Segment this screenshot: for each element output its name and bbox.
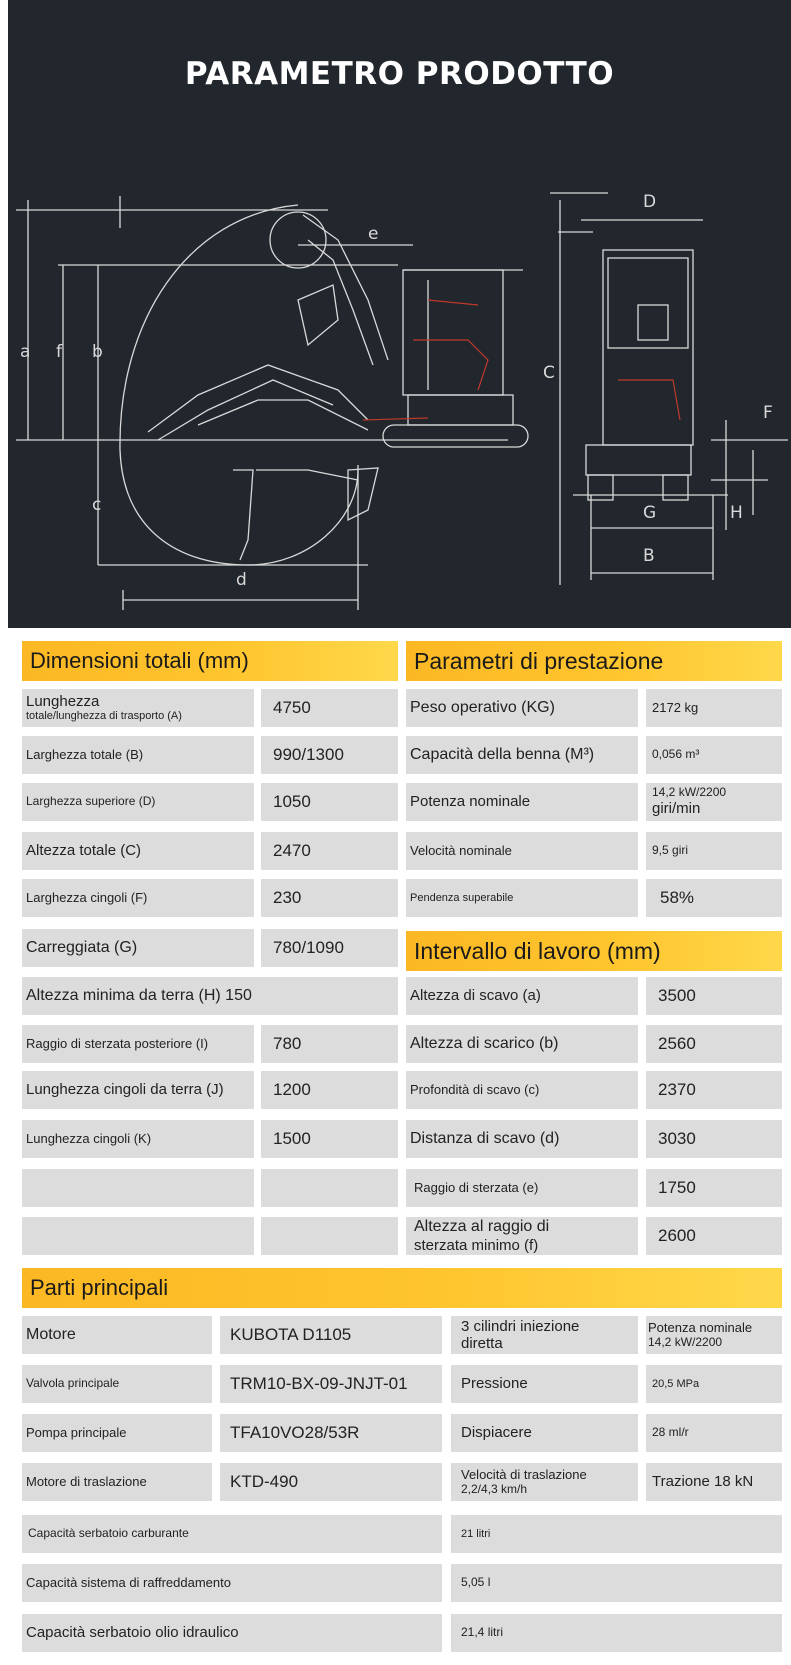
dim-label: Larghezza totale (B) (22, 736, 254, 774)
perf-label: Capacità della benna (M³) (406, 736, 638, 774)
work-value: 2600 (646, 1217, 782, 1255)
diagram-label-b: b (92, 342, 103, 362)
diagram-label-e: e (368, 224, 379, 244)
dim-value: 1050 (261, 783, 398, 821)
part-spec (451, 1316, 638, 1354)
perf-value: 2172 kg (646, 689, 782, 727)
perf-value: 0,056 m³ (646, 736, 782, 774)
dim-value: 1500 (261, 1120, 398, 1158)
tank-label: Capacità serbatoio olio idraulico (22, 1614, 442, 1652)
part-spec-line1: 3 cilindri iniezione (461, 1317, 580, 1335)
dim-label: Altezza totale (C) (22, 832, 254, 870)
work-value: 2560 (646, 1025, 782, 1063)
dim-value: 780 (261, 1025, 398, 1063)
dim-value: 230 (261, 879, 398, 917)
perf-value: 58% (646, 879, 782, 917)
part-extra-line2: 14,2 kW/2200 (648, 1334, 723, 1349)
dim-label: Raggio di sterzata posteriore (I) (22, 1025, 254, 1063)
diagram-label-G: G (643, 503, 657, 523)
diagram-label-a: a (20, 342, 31, 362)
perf-label: Potenza nominale (406, 783, 638, 821)
empty-cell (261, 1169, 398, 1207)
dim-value: 1200 (261, 1071, 398, 1109)
perf-value: 9,5 giri (646, 832, 782, 870)
diagram-label-C: C (543, 363, 555, 383)
part-model: TRM10-BX-09-JNJT-01 (220, 1365, 442, 1403)
part-spec (451, 1463, 638, 1501)
work-value: 3500 (646, 977, 782, 1015)
tank-label: Capacità sistema di raffreddamento (22, 1564, 442, 1602)
dim-value: 4750 (261, 689, 398, 727)
dim-value: 780/1090 (261, 929, 398, 967)
tank-value: 21,4 litri (451, 1614, 782, 1652)
dim-label: Lunghezza cingoli (K) (22, 1120, 254, 1158)
part-model: KUBOTA D1105 (220, 1316, 442, 1354)
page-title: PARAMETRO PRODOTTO (184, 56, 615, 92)
part-name: Pompa principale (22, 1414, 212, 1452)
work-label-line1: Altezza al raggio di (414, 1218, 550, 1236)
part-model: KTD-490 (220, 1463, 442, 1501)
dim-label (22, 689, 254, 727)
dim-label: Carreggiata (G) (22, 929, 254, 967)
part-spec-line2: 2,2/4,3 km/h (461, 1481, 528, 1496)
diagram-label-D: D (643, 192, 657, 212)
part-extra: 28 ml/r (646, 1414, 782, 1452)
work-value: 3030 (646, 1120, 782, 1158)
tank-label: Capacità serbatoio carburante (22, 1515, 442, 1553)
diagram-label-d: d (236, 570, 247, 590)
work-value: 2370 (646, 1071, 782, 1109)
empty-cell (22, 1169, 254, 1207)
excavator-dimension-diagram (8, 0, 791, 628)
part-extra-line1: Potenza nominale (648, 1319, 753, 1335)
part-spec: Pressione (451, 1365, 638, 1403)
tank-value: 21 litri (451, 1515, 782, 1553)
tank-value: 5,05 l (451, 1564, 782, 1602)
dim-label-line1: Lunghezza (26, 693, 100, 711)
perf-label: Peso operativo (KG) (406, 689, 638, 727)
empty-cell (261, 1217, 398, 1255)
section-header-dimensions: Dimensioni totali (mm) (22, 641, 398, 681)
dim-value: 2470 (261, 832, 398, 870)
part-name: Motore (22, 1316, 212, 1354)
part-extra: Trazione 18 kN (646, 1463, 782, 1501)
part-extra: 20,5 MPa (646, 1365, 782, 1403)
part-spec-line2: diretta (461, 1335, 503, 1352)
section-header-parts: Parti principali (22, 1268, 782, 1308)
work-label (406, 1217, 638, 1255)
perf-label: Velocità nominale (406, 832, 638, 870)
dim-row-ground-clearance (22, 977, 398, 1015)
dim-label-line2: totale/lunghezza di trasporto (A) (26, 710, 182, 723)
diagram-label-F: F (763, 403, 773, 423)
section-header-performance: Parametri di prestazione (406, 641, 782, 681)
empty-cell (22, 1217, 254, 1255)
dim-label: Larghezza cingoli (F) (22, 879, 254, 917)
part-name: Motore di traslazione (22, 1463, 212, 1501)
part-name: Valvola principale (22, 1365, 212, 1403)
work-label: Raggio di sterzata (e) (406, 1169, 638, 1207)
part-spec-line1: Velocità di traslazione (461, 1466, 587, 1482)
section-header-work-range: Intervallo di lavoro (mm) (406, 931, 782, 971)
work-label: Altezza di scavo (a) (406, 977, 638, 1015)
work-value: 1750 (646, 1169, 782, 1207)
part-model: TFA10VO28/53R (220, 1414, 442, 1452)
dim-label: Larghezza superiore (D) (22, 783, 254, 821)
hero-banner (8, 0, 791, 628)
diagram-label-c: c (92, 495, 102, 515)
work-label: Altezza di scarico (b) (406, 1025, 638, 1063)
dim-value: 150 (225, 986, 252, 1004)
dim-value: 990/1300 (261, 736, 398, 774)
perf-value (646, 783, 782, 821)
perf-label: Pendenza superabile (406, 879, 638, 917)
perf-value-line1: 14,2 kW/2200 (652, 785, 727, 800)
part-extra (646, 1316, 782, 1354)
dim-label: Lunghezza cingoli da terra (J) (22, 1071, 254, 1109)
part-spec: Dispiacere (451, 1414, 638, 1452)
diagram-label-B: B (643, 546, 655, 566)
perf-value-line2: giri/min (652, 800, 701, 818)
work-label-line2: sterzata minimo (f) (414, 1236, 539, 1254)
diagram-label-f: f (56, 342, 62, 362)
work-label: Distanza di scavo (d) (406, 1120, 638, 1158)
work-label: Profondità di scavo (c) (406, 1071, 638, 1109)
diagram-label-H: H (730, 503, 743, 523)
dim-label: Altezza minima da terra (H) (26, 986, 221, 1004)
